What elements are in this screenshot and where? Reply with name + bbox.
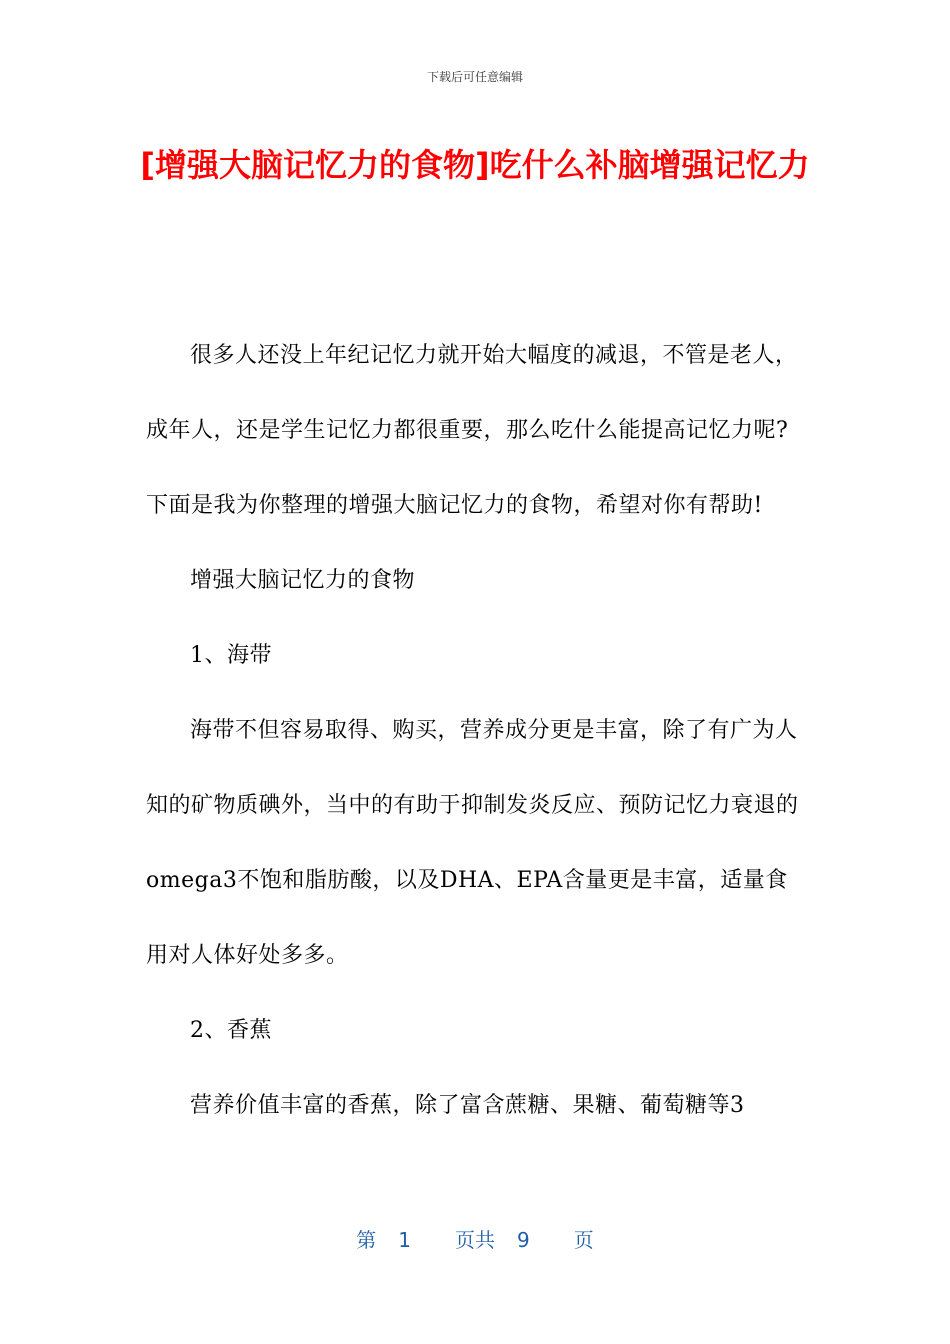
header-note: 下载后可任意编辑 — [426, 70, 523, 84]
footer-suffix: 页 — [573, 1228, 594, 1252]
document-title: [增强大脑记忆力的食物]吃什么补脑增强记忆力 — [140, 146, 810, 184]
footer-total-pages: 9 — [517, 1228, 530, 1252]
item-paragraph-2: 营养价值丰富的香蕉，除了富含蔗糖、果糖、葡萄糖等3 — [190, 1093, 745, 1118]
footer-current-page: 1 — [398, 1228, 411, 1252]
document-body — [146, 318, 806, 1143]
item-paragraph-1: 海带不但容易取得、购买，营养成分更是丰富，除了有广为人知的矿物质碘外，当中的有助于抑制发炎反应、预防记忆力衰退的omega3不饱和脂肪酸，以及DHA、EPA含量更是丰富，适量食用对人体好处多多。 — [146, 718, 799, 968]
footer-prefix: 第 — [356, 1228, 377, 1252]
item-heading-1: 1、海带 — [190, 643, 272, 668]
section-heading: 增强大脑记忆力的食物 — [190, 568, 416, 593]
intro-paragraph: 很多人还没上年纪记忆力就开始大幅度的减退，不管是老人，成年人，还是学生记忆力都很重要，那么吃什么能提高记忆力呢?下面是我为你整理的增强大脑记忆力的食物，希望对你有帮助! — [146, 343, 798, 518]
footer-middle: 页共 — [455, 1228, 495, 1252]
page-footer — [0, 1224, 950, 1253]
item-heading-2: 2、香蕉 — [190, 1018, 272, 1043]
